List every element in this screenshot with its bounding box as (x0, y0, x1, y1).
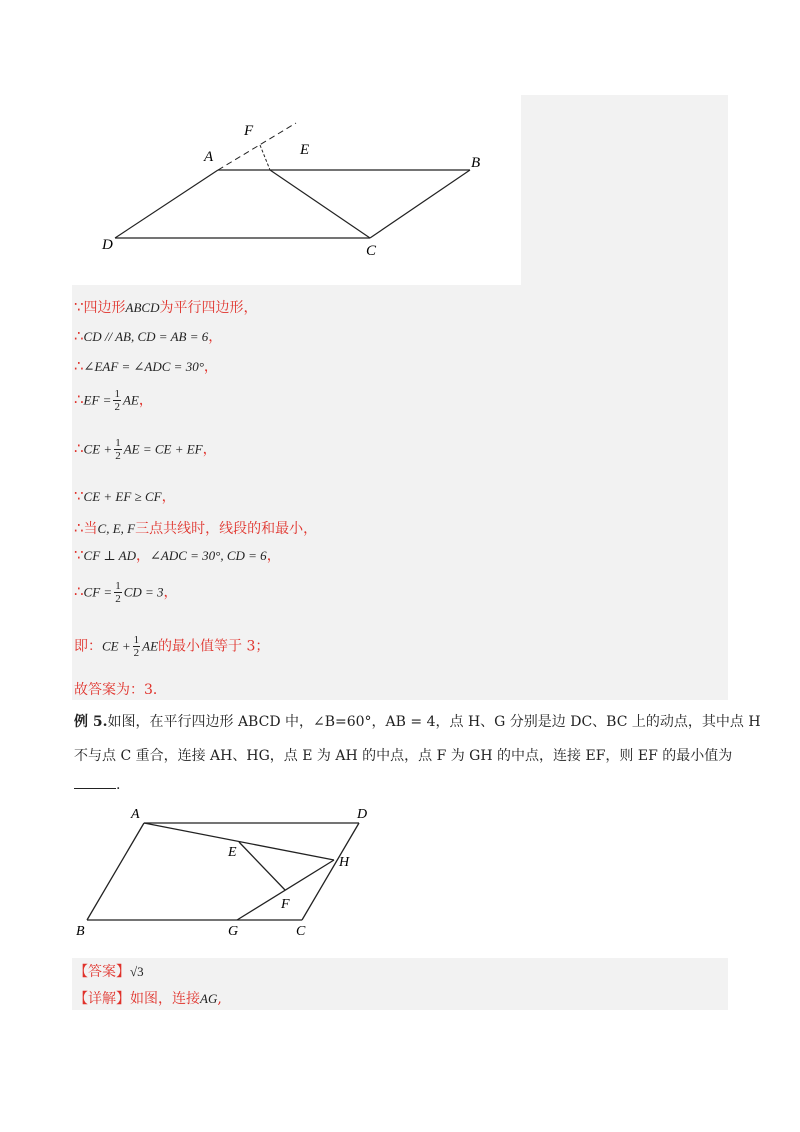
fig1-line-bc (370, 170, 470, 238)
fig2-label-G: G (228, 924, 239, 939)
solution-line-3: ∴∠EAF = ∠ADC = 30°， (74, 357, 218, 375)
solution-answer-line: 故答案为：3． (74, 682, 167, 698)
fig1-label-C: C (366, 243, 377, 259)
example5-label: 例 5. (74, 714, 108, 730)
fig2-line-ab (87, 823, 144, 920)
example5-line-3: . (74, 777, 120, 793)
example5-line-1 (74, 711, 761, 731)
solution-line-7: ∴当C, E, F三点共线时，线段的和最小， (74, 519, 318, 537)
answer-line (74, 961, 144, 981)
fig1-label-E: E (300, 142, 310, 158)
answer-value: √3 (130, 964, 144, 979)
fig2-line-dc (302, 823, 359, 920)
example5-line-2: 不与点 C 重合，连接 AH、HG，点 E 为 AH 的中点，点 F 为 GH 的中点，连接 EF，则 EF 的最小值为 (74, 748, 733, 764)
fig1-label-F: F (244, 123, 254, 139)
detail-tag: 【详解】 (74, 991, 130, 1007)
figure1-diagram (74, 95, 521, 285)
solution-line-2: ∴CD // AB, CD = AB = 6， (74, 327, 223, 345)
figure2-diagram (74, 802, 394, 944)
detail-line: 【详解】如图，连接AG, (74, 991, 222, 1007)
solution-line-1: ∵四边形ABCD为平行四边形， (74, 298, 258, 316)
fig1-line-ad (115, 170, 218, 238)
fig1-line-ec (270, 170, 370, 238)
fig2-label-F: F (281, 897, 290, 912)
answer-tag: 【答案】 (74, 964, 130, 980)
fig2-label-C: C (296, 924, 306, 939)
solution-line-8: ∵CF ⊥ AD，∠ADC = 30°, CD = 6， (74, 546, 281, 564)
fig1-dashed-ef (260, 145, 270, 170)
solution-line-9: ∴CF = $\frac{1}{2}$ CD = 3， (74, 580, 178, 605)
example5-text-1: 如图，在平行四边形 ABCD 中，∠B=60°，AB = 4，点 H、G 分别是边 DC、BC 上的动点，其中点 H (107, 714, 761, 730)
fig1-label-D: D (102, 237, 113, 253)
fig2-line-ah (144, 823, 334, 860)
fig2-label-E: E (228, 845, 237, 860)
fig2-label-H: H (339, 855, 350, 870)
figure1-gray-panel (521, 95, 728, 285)
fig2-label-A: A (131, 807, 140, 822)
fig1-label-B: B (471, 155, 481, 171)
fig1-label-A: A (204, 149, 214, 165)
fig1-dashed-af (218, 123, 296, 170)
solution-line-6: ∵CE + EF ≥ CF， (74, 487, 176, 505)
solution-line-4: ∴EF = $\frac{1}{2}$ AE， (74, 388, 153, 413)
solution-line-5: ∴CE + $\frac{1}{2}$ AE = CE + EF， (74, 437, 217, 462)
fig2-label-B: B (76, 924, 85, 939)
answer-blank (74, 788, 116, 789)
fig2-label-D: D (357, 807, 368, 822)
solution-line-10: 即：CE + $\frac{1}{2}$ AE的最小值等于 3； (74, 634, 270, 659)
